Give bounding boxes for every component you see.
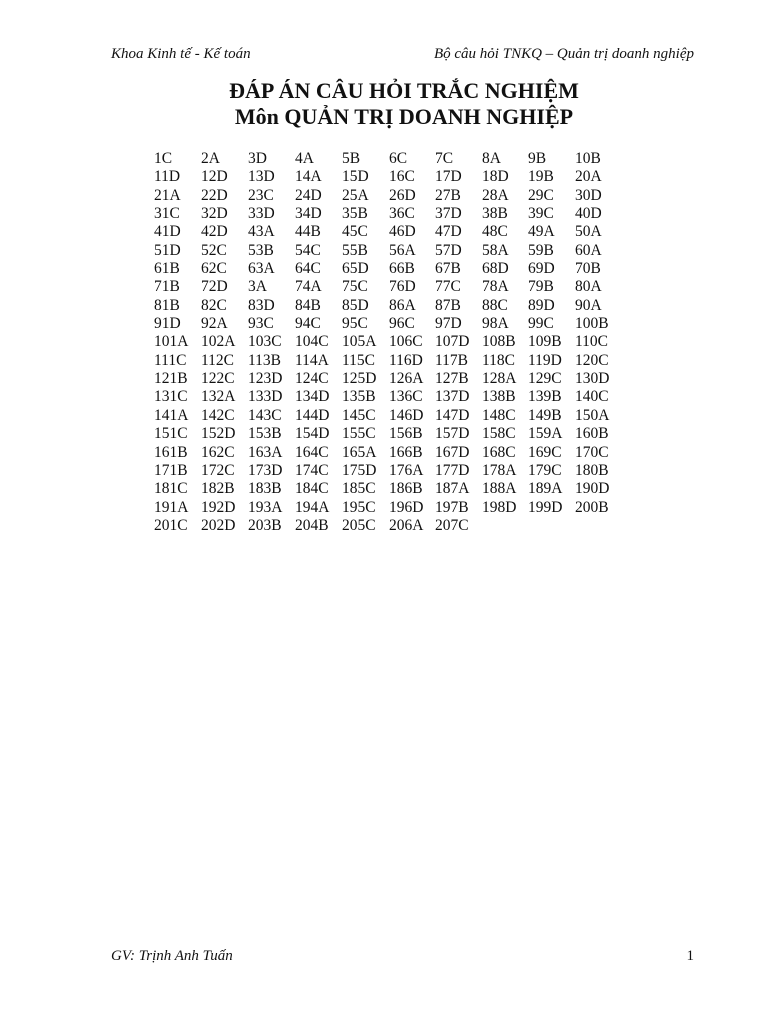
- answer-cell: 89D: [528, 296, 555, 314]
- answer-cell: 120C: [575, 351, 609, 369]
- answer-cell: 64C: [295, 260, 321, 278]
- answer-cell: 12D: [201, 168, 228, 186]
- answer-cell: 18D: [482, 168, 509, 186]
- answer-cell: 100B: [575, 315, 609, 333]
- answer-cell: 168C: [482, 443, 516, 461]
- answer-cell: 57D: [435, 241, 462, 259]
- answer-cell: 40D: [575, 205, 602, 223]
- answer-cell: 160B: [575, 425, 609, 443]
- answer-cell: 95C: [342, 315, 368, 333]
- answer-cell: 190D: [575, 480, 610, 498]
- answer-row: [154, 444, 622, 462]
- answer-row: [154, 297, 622, 315]
- answer-cell: 138B: [482, 388, 516, 406]
- answer-cell: 157D: [435, 425, 470, 443]
- answer-cell: 162C: [201, 443, 235, 461]
- answer-cell: 155C: [342, 425, 376, 443]
- answer-cell: 145C: [342, 406, 376, 424]
- answer-cell: 22D: [201, 186, 228, 204]
- answer-cell: 176A: [389, 461, 424, 479]
- answer-cell: 30D: [575, 186, 602, 204]
- answer-cell: 193A: [248, 498, 283, 516]
- answer-cell: 3A: [248, 278, 267, 296]
- answer-cell: 60A: [575, 241, 602, 259]
- answer-cell: 2A: [201, 150, 220, 167]
- answer-cell: 131C: [154, 388, 188, 406]
- answer-cell: 205C: [342, 516, 376, 534]
- answer-cell: 127B: [435, 370, 469, 388]
- answer-cell: 206A: [389, 516, 424, 534]
- answer-cell: 58A: [482, 241, 509, 259]
- answer-cell: 32D: [201, 205, 228, 223]
- answer-cell: [482, 517, 528, 535]
- answer-key-body: [154, 150, 622, 535]
- answer-cell: 181C: [154, 480, 188, 498]
- answer-cell: 188A: [482, 480, 517, 498]
- answer-row: [154, 407, 622, 425]
- answer-row: [154, 260, 622, 278]
- answer-cell: 43A: [248, 223, 275, 241]
- answer-cell: 13D: [248, 168, 275, 186]
- page-header: [111, 44, 694, 64]
- page-footer: [111, 946, 694, 966]
- answer-cell: 51D: [154, 241, 181, 259]
- answer-cell: 140C: [575, 388, 609, 406]
- answer-cell: 33D: [248, 205, 275, 223]
- answer-cell: 119D: [528, 351, 562, 369]
- answer-cell: 186B: [389, 480, 423, 498]
- answer-cell: 198D: [482, 498, 517, 516]
- answer-cell: 177D: [435, 461, 470, 479]
- answer-cell: 54C: [295, 241, 321, 259]
- answer-cell: 150A: [575, 406, 610, 424]
- header-document-title: Bộ câu hỏi TNKQ – Quản trị doanh nghiệp: [433, 46, 694, 62]
- answer-cell: 7C: [435, 150, 454, 167]
- page-number: 1: [686, 948, 694, 964]
- answer-cell: 27B: [435, 186, 461, 204]
- title-line-1: ĐÁP ÁN CÂU HỎI TRẮC NGHIỆM: [229, 78, 579, 103]
- answer-cell: 108B: [482, 333, 516, 351]
- answer-cell: 172C: [201, 461, 235, 479]
- answer-key-table: [154, 150, 622, 535]
- answer-cell: 49A: [528, 223, 555, 241]
- answer-cell: 154D: [295, 425, 330, 443]
- answer-cell: 47D: [435, 223, 462, 241]
- answer-cell: 80A: [575, 278, 602, 296]
- answer-cell: 179C: [528, 461, 562, 479]
- answer-row: [154, 462, 622, 480]
- answer-cell: 118C: [482, 351, 516, 369]
- answer-cell: 72D: [201, 278, 228, 296]
- answer-cell: 35B: [342, 205, 368, 223]
- answer-row: [154, 150, 622, 168]
- answer-cell: 134D: [295, 388, 330, 406]
- answer-cell: 39C: [528, 205, 554, 223]
- answer-cell: 79B: [528, 278, 554, 296]
- answer-cell: 102A: [201, 333, 236, 351]
- answer-cell: 144D: [295, 406, 330, 424]
- answer-cell: 201C: [154, 516, 188, 534]
- answer-cell: 37D: [435, 205, 462, 223]
- answer-cell: 207C: [435, 516, 469, 534]
- answer-cell: 91D: [154, 315, 181, 333]
- answer-cell: 112C: [201, 351, 235, 369]
- answer-cell: 71B: [154, 278, 180, 296]
- answer-cell: 200B: [575, 498, 609, 516]
- answer-cell: 8A: [482, 150, 501, 167]
- answer-cell: 4A: [295, 150, 314, 167]
- answer-cell: [575, 517, 622, 535]
- answer-cell: 146D: [389, 406, 424, 424]
- answer-cell: 132A: [201, 388, 236, 406]
- answer-cell: 101A: [154, 333, 189, 351]
- answer-cell: 202D: [201, 516, 236, 534]
- answer-cell: 136C: [389, 388, 423, 406]
- answer-cell: 38B: [482, 205, 508, 223]
- answer-cell: 180B: [575, 461, 609, 479]
- answer-cell: 147D: [435, 406, 470, 424]
- answer-cell: 125D: [342, 370, 377, 388]
- answer-row: [154, 168, 622, 186]
- answer-cell: 187A: [435, 480, 470, 498]
- answer-cell: 20A: [575, 168, 602, 186]
- answer-cell: 21A: [154, 186, 181, 204]
- answer-cell: 139B: [528, 388, 562, 406]
- answer-cell: 189A: [528, 480, 563, 498]
- answer-cell: 110C: [575, 333, 609, 351]
- answer-row: [154, 205, 622, 223]
- answer-cell: 96C: [389, 315, 415, 333]
- answer-cell: 111C: [154, 351, 187, 369]
- answer-cell: 113B: [248, 351, 282, 369]
- answer-cell: 192D: [201, 498, 236, 516]
- answer-cell: 24D: [295, 186, 322, 204]
- answer-cell: 66B: [389, 260, 415, 278]
- answer-cell: 151C: [154, 425, 188, 443]
- answer-cell: 174C: [295, 461, 329, 479]
- answer-cell: 61B: [154, 260, 180, 278]
- answer-cell: 166B: [389, 443, 423, 461]
- answer-cell: 126A: [389, 370, 424, 388]
- answer-cell: 103C: [248, 333, 282, 351]
- answer-row: [154, 187, 622, 205]
- answer-cell: 77C: [435, 278, 461, 296]
- answer-cell: 15D: [342, 168, 369, 186]
- answer-cell: 158C: [482, 425, 516, 443]
- answer-cell: 65D: [342, 260, 369, 278]
- answer-cell: 55B: [342, 241, 368, 259]
- answer-cell: 44B: [295, 223, 321, 241]
- answer-cell: 87B: [435, 296, 461, 314]
- title-line-2: Môn QUẢN TRỊ DOANH NGHIỆP: [234, 104, 574, 129]
- answer-cell: 90A: [575, 296, 602, 314]
- answer-cell: 106C: [389, 333, 423, 351]
- answer-cell: 141A: [154, 406, 189, 424]
- answer-cell: 82C: [201, 296, 227, 314]
- answer-row: [154, 370, 622, 388]
- answer-row: [154, 480, 622, 498]
- answer-cell: 63A: [248, 260, 275, 278]
- answer-cell: 170C: [575, 443, 609, 461]
- answer-cell: 129C: [528, 370, 562, 388]
- answer-cell: 164C: [295, 443, 329, 461]
- answer-row: [154, 499, 622, 517]
- answer-cell: 69D: [528, 260, 555, 278]
- answer-cell: 94C: [295, 315, 321, 333]
- answer-cell: 185C: [342, 480, 376, 498]
- answer-cell: 6C: [389, 150, 408, 167]
- answer-cell: 182B: [201, 480, 235, 498]
- answer-cell: 109B: [528, 333, 562, 351]
- answer-cell: 123D: [248, 370, 283, 388]
- answer-cell: 48C: [482, 223, 508, 241]
- answer-cell: 115C: [342, 351, 376, 369]
- answer-cell: 183B: [248, 480, 282, 498]
- answer-cell: [528, 517, 575, 535]
- answer-cell: 148C: [482, 406, 516, 424]
- answer-cell: 9B: [528, 150, 547, 167]
- answer-row: [154, 278, 622, 296]
- answer-row: [154, 425, 622, 443]
- answer-cell: 45C: [342, 223, 368, 241]
- answer-cell: 165A: [342, 443, 377, 461]
- answer-cell: 117B: [435, 351, 469, 369]
- answer-cell: 142C: [201, 406, 235, 424]
- answer-cell: 16C: [389, 168, 415, 186]
- answer-cell: 195C: [342, 498, 376, 516]
- answer-cell: 29C: [528, 186, 554, 204]
- answer-cell: 196D: [389, 498, 424, 516]
- answer-row: [154, 315, 622, 333]
- answer-cell: 116D: [389, 351, 423, 369]
- answer-cell: 85D: [342, 296, 369, 314]
- answer-cell: 197B: [435, 498, 469, 516]
- answer-cell: 23C: [248, 186, 274, 204]
- answer-cell: 46D: [389, 223, 416, 241]
- answer-row: [154, 352, 622, 370]
- answer-cell: 135B: [342, 388, 376, 406]
- answer-cell: 81B: [154, 296, 180, 314]
- answer-cell: 133D: [248, 388, 283, 406]
- answer-cell: 68D: [482, 260, 509, 278]
- answer-cell: 121B: [154, 370, 188, 388]
- answer-cell: 130D: [575, 370, 610, 388]
- answer-cell: 98A: [482, 315, 509, 333]
- answer-row: [154, 388, 622, 406]
- answer-cell: 70B: [575, 260, 601, 278]
- answer-cell: 128A: [482, 370, 517, 388]
- answer-cell: 178A: [482, 461, 517, 479]
- answer-cell: 59B: [528, 241, 554, 259]
- answer-cell: 42D: [201, 223, 228, 241]
- answer-cell: 74A: [295, 278, 322, 296]
- answer-cell: 1C: [154, 150, 173, 167]
- answer-cell: 28A: [482, 186, 509, 204]
- answer-cell: 153B: [248, 425, 282, 443]
- answer-cell: 152D: [201, 425, 236, 443]
- answer-cell: 76D: [389, 278, 416, 296]
- answer-cell: 173D: [248, 461, 283, 479]
- answer-cell: 137D: [435, 388, 470, 406]
- page-title: [0, 78, 768, 130]
- answer-cell: 167D: [435, 443, 470, 461]
- answer-cell: 88C: [482, 296, 508, 314]
- answer-cell: 62C: [201, 260, 227, 278]
- answer-cell: 161B: [154, 443, 188, 461]
- answer-cell: 169C: [528, 443, 562, 461]
- answer-cell: 50A: [575, 223, 602, 241]
- answer-cell: 114A: [295, 351, 329, 369]
- answer-cell: 25A: [342, 186, 369, 204]
- answer-cell: 184C: [295, 480, 329, 498]
- answer-cell: 84B: [295, 296, 321, 314]
- answer-cell: 124C: [295, 370, 329, 388]
- answer-cell: 19B: [528, 168, 554, 186]
- answer-cell: 97D: [435, 315, 462, 333]
- answer-cell: 107D: [435, 333, 470, 351]
- answer-row: [154, 517, 622, 535]
- answer-cell: 34D: [295, 205, 322, 223]
- header-faculty: Khoa Kinh tế - Kế toán: [111, 46, 251, 62]
- answer-cell: 56A: [389, 241, 416, 259]
- answer-cell: 194A: [295, 498, 330, 516]
- answer-cell: 93C: [248, 315, 274, 333]
- answer-cell: 105A: [342, 333, 377, 351]
- answer-cell: 31C: [154, 205, 180, 223]
- answer-cell: 143C: [248, 406, 282, 424]
- answer-cell: 149B: [528, 406, 562, 424]
- answer-cell: 83D: [248, 296, 275, 314]
- answer-row: [154, 333, 622, 351]
- answer-cell: 3D: [248, 150, 267, 167]
- footer-teacher: GV: Trịnh Anh Tuấn: [111, 948, 233, 964]
- answer-cell: 10B: [575, 150, 601, 167]
- answer-cell: 163A: [248, 443, 283, 461]
- answer-cell: 78A: [482, 278, 509, 296]
- answer-cell: 52C: [201, 241, 227, 259]
- answer-cell: 199D: [528, 498, 563, 516]
- answer-cell: 67B: [435, 260, 461, 278]
- answer-cell: 159A: [528, 425, 563, 443]
- answer-cell: 175D: [342, 461, 377, 479]
- answer-cell: 92A: [201, 315, 228, 333]
- answer-row: [154, 242, 622, 260]
- answer-cell: 75C: [342, 278, 368, 296]
- answer-cell: 5B: [342, 150, 361, 167]
- answer-row: [154, 223, 622, 241]
- answer-cell: 122C: [201, 370, 235, 388]
- answer-cell: 156B: [389, 425, 423, 443]
- answer-cell: 41D: [154, 223, 181, 241]
- answer-cell: 86A: [389, 296, 416, 314]
- answer-cell: 203B: [248, 516, 282, 534]
- answer-cell: 53B: [248, 241, 274, 259]
- answer-cell: 204B: [295, 516, 329, 534]
- answer-cell: 17D: [435, 168, 462, 186]
- answer-cell: 36C: [389, 205, 415, 223]
- answer-cell: 11D: [154, 168, 181, 186]
- answer-cell: 171B: [154, 461, 188, 479]
- answer-cell: 191A: [154, 498, 189, 516]
- answer-cell: 26D: [389, 186, 416, 204]
- answer-cell: 99C: [528, 315, 554, 333]
- answer-cell: 14A: [295, 168, 322, 186]
- answer-cell: 104C: [295, 333, 329, 351]
